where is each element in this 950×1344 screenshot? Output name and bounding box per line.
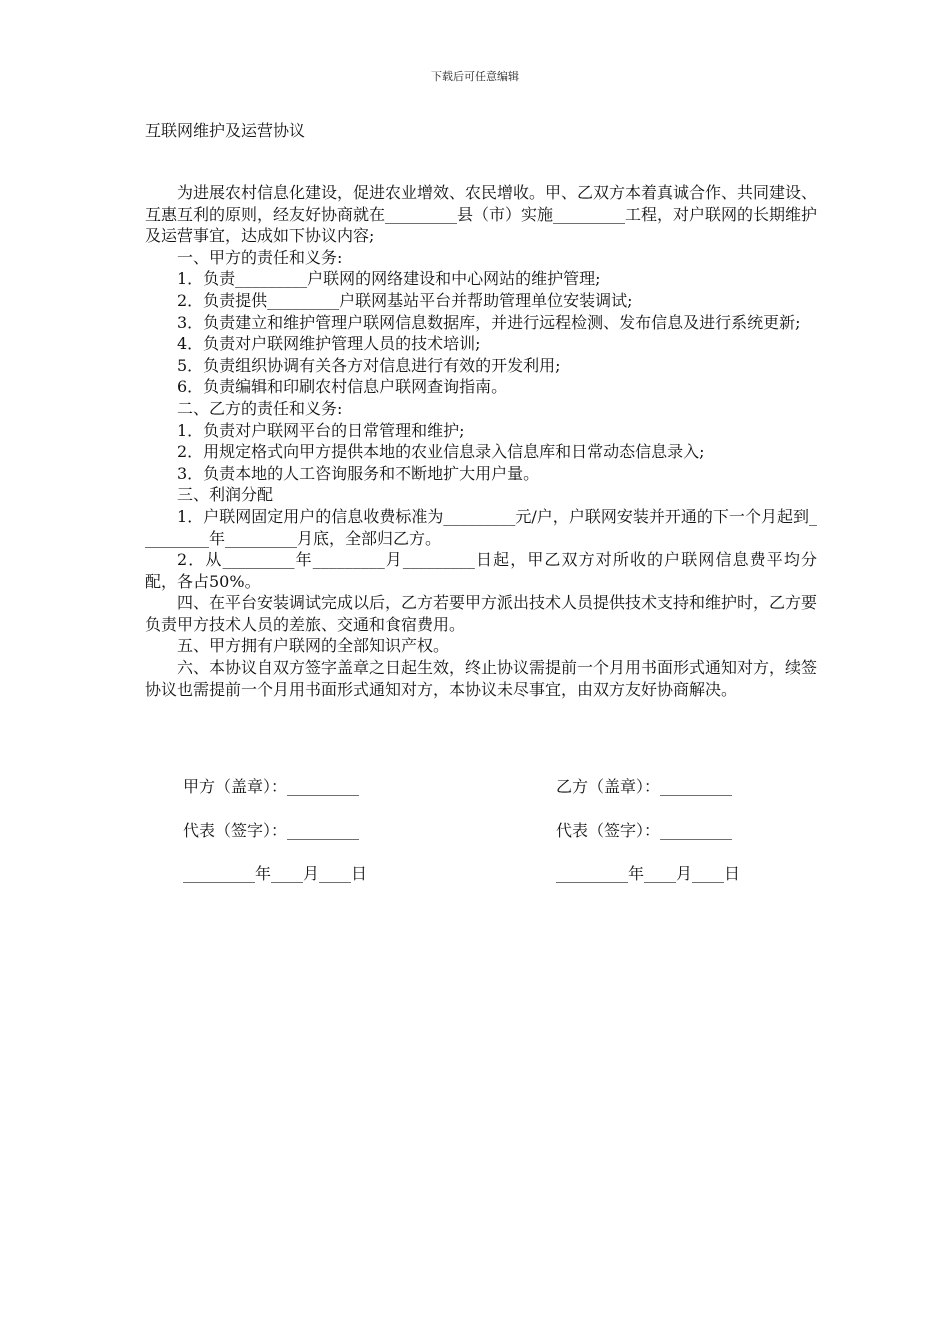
document-title: 互联网维护及运营协议	[145, 121, 306, 140]
clause-a-2: 2．负责提供_________户联网基站平台并帮助管理单位安装调试;	[177, 290, 633, 310]
clause-b-1: 1．负责对户联网平台的日常管理和维护;	[177, 420, 465, 440]
page-header: 下载后可任意编辑	[431, 70, 519, 83]
clause-a-1: 1．负责_________户联网的网络建设和中心网站的维护管理;	[177, 269, 601, 289]
party-a-date-line: _________年____月____日	[183, 864, 368, 883]
clause-b-3: 3．负责本地的人工咨询服务和不断地扩大用户量。	[177, 463, 540, 483]
party-b-seal-line: 乙方（盖章）：_________	[556, 777, 733, 796]
section-four: 四、在平台安装调试完成以后，乙方若要甲方派出技术人员提供技术支持和维护时，乙方要负责甲方技术人员的差旅、交通和食宿费用。	[145, 593, 818, 634]
clause-a-3: 3．负责建立和维护管理户联网信息数据库，并进行远程检测、发布信息及进行系统更新;	[177, 312, 801, 332]
clause-b-2: 2．用规定格式向甲方提供本地的农业信息录入信息库和日常动态信息录入;	[177, 442, 705, 462]
party-a-seal-line: 甲方（盖章）：_________	[183, 777, 360, 796]
section-heading-profit: 三、利润分配	[177, 485, 274, 505]
party-b-signature-line: 代表（签字）：_________	[556, 821, 733, 840]
clause-profit-2: 2．从_________年_________月_________日起，甲乙双方对所收的户联网信息费平均分配，各占50%。	[145, 550, 817, 591]
section-heading-party-b: 二、乙方的责任和义务:	[177, 398, 343, 418]
clause-profit-1: 1．户联网固定用户的信息收费标准为_________元/户，户联网安装并开通的下一个月起到_________年_________月底，全部归乙方。	[145, 506, 817, 548]
section-five: 五、甲方拥有户联网的全部知识产权。	[177, 636, 450, 656]
clause-a-4: 4．负责对户联网维护管理人员的技术培训;	[177, 334, 481, 354]
document-body	[145, 182, 817, 700]
party-b-date-line: _________年____月____日	[556, 864, 741, 883]
party-a-signature-line: 代表（签字）：_________	[183, 821, 360, 840]
clause-a-5: 5．负责组织协调有关各方对信息进行有效的开发利用;	[177, 355, 561, 375]
clause-a-6: 6．负责编辑和印刷农村信息户联网查询指南。	[177, 377, 508, 397]
section-six: 六、本协议自双方签字盖章之日起生效，终止协议需提前一个月用书面形式通知对方，续签协议也需提前一个月用书面形式通知对方，本协议未尽事宜，由双方友好协商解决。	[145, 658, 818, 699]
intro-paragraph: 为进展农村信息化建设，促进农业增效、农民增收。甲、乙双方本着真诚合作、共同建设、互惠互利的原则，经友好协商就在_________县（市）实施_________工程，对户联网的长期维护及运营事宜，达成如下协议内容;	[145, 183, 818, 246]
section-heading-party-a: 一、甲方的责任和义务:	[177, 247, 343, 267]
